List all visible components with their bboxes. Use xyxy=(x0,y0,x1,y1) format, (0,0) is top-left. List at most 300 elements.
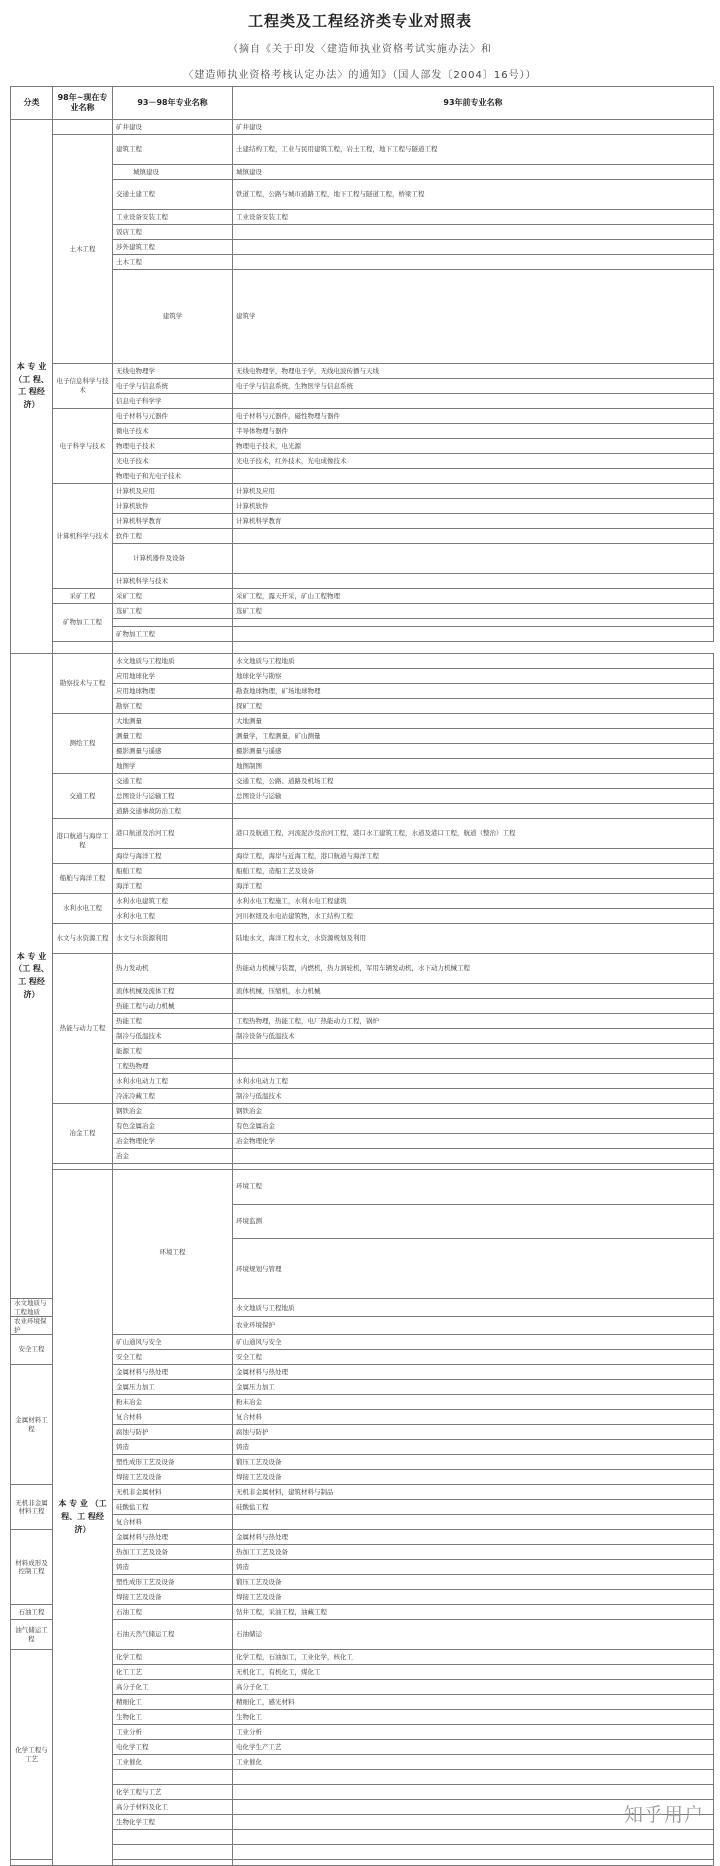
major-pre-93-cell: 无线电物理学，物理电子学，无线电波传播与天线 xyxy=(233,363,714,378)
table-row xyxy=(11,120,714,135)
table-row xyxy=(11,1530,714,1545)
major-pre-93-cell: 制冷设备与低温技术 xyxy=(233,1028,714,1043)
major-pre-93-cell: 半导体物理与器件 xyxy=(233,423,714,438)
watermark: 知乎用户 xyxy=(623,1804,704,1826)
major-pre-93-cell: 水利水电动力工程 xyxy=(233,1073,714,1088)
major-93-98-cell: 无机非金属材料 xyxy=(113,1485,233,1500)
major-93-98-cell: 铸造 xyxy=(113,1560,233,1575)
table-row xyxy=(11,1148,714,1163)
major-pre-93-cell: 勘查地球物理，矿场地球物理 xyxy=(233,683,714,698)
table-row xyxy=(11,513,714,528)
major-93-98-cell: 高分子化工 xyxy=(113,1680,233,1695)
table-row xyxy=(11,1860,714,1866)
major-93-98-cell: 化工工艺 xyxy=(113,1665,233,1680)
major-93-98-cell: 应用地球化学 xyxy=(113,668,233,683)
major-93-98-cell: 能源工程 xyxy=(113,1043,233,1058)
current-major-cell: 建筑学 xyxy=(113,270,233,364)
major-93-98-cell: 热加工工艺及设备 xyxy=(113,1545,233,1560)
major-pre-93-cell: 测量学，工程测量，矿山测量 xyxy=(233,728,714,743)
table-row xyxy=(11,180,714,210)
major-93-98-cell: 铸造 xyxy=(113,1440,233,1455)
table-row xyxy=(11,1710,714,1725)
major-pre-93-cell: 焊接工艺及设备 xyxy=(233,1590,714,1605)
major-pre-93-cell: 计算机及应用 xyxy=(233,483,714,498)
current-major-cell: 矿物加工工程 xyxy=(53,603,113,641)
major-93-98-cell: 塑性成形工艺及设备 xyxy=(113,1455,233,1470)
major-pre-93-cell xyxy=(233,626,714,641)
major-93-98-cell: 计算机软件 xyxy=(113,498,233,513)
major-93-98-cell: 海岸与海洋工程 xyxy=(113,848,233,863)
major-93-98-cell: 热力发动机 xyxy=(113,953,233,983)
table-row xyxy=(11,1800,714,1815)
major-pre-93-cell: 农业环境保护 xyxy=(233,1317,714,1335)
major-93-98-cell: 工业分析 xyxy=(113,1725,233,1740)
major-pre-93-cell: 土建结构工程，工业与民用建筑工程，岩土工程，地下工程与隧道工程 xyxy=(233,135,714,165)
major-pre-93-cell xyxy=(233,1770,714,1785)
current-major-cell: 金属材料工程 xyxy=(11,1365,53,1485)
major-93-98-cell: 水利水电建筑工程 xyxy=(113,893,233,908)
major-pre-93-cell: 光电子技术，红外技术，光电成像技术 xyxy=(233,453,714,468)
major-pre-93-cell: 矿山通风与安全 xyxy=(233,1335,714,1350)
major-pre-93-cell: 选矿工程 xyxy=(233,603,714,618)
table-row xyxy=(11,1545,714,1560)
table-row xyxy=(11,908,714,923)
table-row xyxy=(11,1410,714,1425)
table-row xyxy=(11,588,714,603)
major-pre-93-cell: 制冷与低温技术 xyxy=(233,1088,714,1103)
major-pre-93-cell: 计算机软件 xyxy=(233,498,714,513)
major-93-98-cell: 安全工程 xyxy=(113,1350,233,1365)
table-row xyxy=(11,225,714,240)
major-93-98-cell: 环境监测 xyxy=(233,1204,714,1239)
table-row xyxy=(11,210,714,225)
table-row xyxy=(11,1088,714,1103)
major-pre-93-cell: 粉末冶金 xyxy=(233,1395,714,1410)
table-row xyxy=(11,483,714,498)
major-pre-93-cell: 无机非金属材料，建筑材料与制品 xyxy=(233,1485,714,1500)
major-93-98-cell: 港口航道及治河工程 xyxy=(113,818,233,848)
header-category: 分类 xyxy=(11,87,53,120)
major-93-98-cell: 农业环境保护 xyxy=(11,1317,53,1335)
major-93-98-cell: 船舶工程 xyxy=(113,863,233,878)
current-major-cell: 无机非金属材料工程 xyxy=(11,1485,53,1530)
table-row xyxy=(11,728,714,743)
table-row xyxy=(11,270,714,364)
major-93-98-cell: 工业催化 xyxy=(113,1755,233,1770)
table-row xyxy=(11,653,714,668)
major-pre-93-cell xyxy=(233,573,714,588)
table-row xyxy=(11,1575,714,1590)
major-93-98-cell: 海洋工程 xyxy=(113,878,233,893)
major-93-98-cell: 交通土建工程 xyxy=(113,180,233,210)
major-pre-93-cell: 铸造 xyxy=(233,1560,714,1575)
major-pre-93-cell xyxy=(233,1043,714,1058)
major-93-98-cell: 环境规划与管理 xyxy=(233,1239,714,1299)
major-pre-93-cell: 水文地质与工程地质 xyxy=(233,1299,714,1317)
major-93-98-cell xyxy=(113,1845,233,1860)
major-pre-93-cell xyxy=(233,255,714,270)
major-pre-93-cell: 海岸工程，海岸与近海工程，港口航道与海洋工程 xyxy=(233,848,714,863)
major-93-98-cell xyxy=(113,1860,233,1866)
major-pre-93-cell: 钢铁冶金 xyxy=(233,1103,714,1118)
table-row xyxy=(11,1335,714,1350)
table-row xyxy=(11,1455,714,1470)
major-93-98-cell: 软件工程 xyxy=(113,528,233,543)
table-row xyxy=(11,408,714,423)
major-93-98-cell: 冷冻冷藏工程 xyxy=(113,1088,233,1103)
major-93-98-cell: 生物化工 xyxy=(113,1710,233,1725)
major-pre-93-cell: 港口及航道工程，河流泥沙及治河工程，港口水工建筑工程，水道及港口工程，航道（整治）工程 xyxy=(233,818,714,848)
major-93-98-cell: 流体机械及流体工程 xyxy=(113,983,233,998)
major-pre-93-cell: 锻压工艺及设备 xyxy=(233,1455,714,1470)
major-93-98-cell: 水文地质与工程地质 xyxy=(113,653,233,668)
major-93-98-cell: 涉外建筑工程 xyxy=(113,240,233,255)
major-93-98-cell: 物理电子和光电子技术 xyxy=(113,468,233,483)
table-row xyxy=(11,713,714,728)
table-row xyxy=(11,1365,714,1380)
major-93-98-cell: 热能工程 xyxy=(113,1013,233,1028)
table-row xyxy=(11,1169,714,1204)
table-body xyxy=(11,120,714,1866)
major-93-98-cell: 电化学工程 xyxy=(113,1740,233,1755)
major-pre-93-cell xyxy=(233,803,714,818)
table-row xyxy=(11,683,714,698)
table-row xyxy=(11,758,714,773)
table-row xyxy=(11,1650,714,1665)
major-pre-93-cell: 热加工工艺及设备 xyxy=(233,1545,714,1560)
major-pre-93-cell: 探矿工程 xyxy=(233,698,714,713)
category-cell: 本 专 业 （工 程、工 程经 济） xyxy=(53,1169,113,1865)
table-row xyxy=(11,788,714,803)
major-93-98-cell: 冶金 xyxy=(113,1148,233,1163)
major-pre-93-cell: 工程热物理，热能工程，电厂热能动力工程，锅炉 xyxy=(233,1013,714,1028)
table-row xyxy=(11,1425,714,1440)
major-93-98-cell: 应用地球物理 xyxy=(113,683,233,698)
major-93-98-cell xyxy=(53,641,113,653)
major-93-98-cell: 计算机科学与技术 xyxy=(113,573,233,588)
major-93-98-cell: 石油天然气储运工程 xyxy=(113,1620,233,1650)
current-major-cell: 船舶与海洋工程 xyxy=(53,863,113,893)
major-93-98-cell: 计算机科学教育 xyxy=(113,513,233,528)
table-row xyxy=(11,1815,714,1830)
current-major-cell: 热能与动力工程 xyxy=(53,953,113,1103)
major-pre-93-cell: 船舶工程，造船工艺及设备 xyxy=(233,863,714,878)
major-93-98-cell: 选矿工程 xyxy=(113,603,233,618)
current-major-cell xyxy=(11,1860,53,1866)
current-major-cell: 电子科学与技术 xyxy=(53,408,113,483)
major-pre-93-cell: 总图设计与运输 xyxy=(233,788,714,803)
major-93-98-cell: 水文地质与工程地质 xyxy=(11,1299,53,1317)
major-93-98-cell: 环境工程 xyxy=(233,1169,714,1204)
major-93-98-cell: 粉末冶金 xyxy=(113,1395,233,1410)
major-pre-93-cell: 化学工程，石油加工，工业化学，核化工 xyxy=(233,1650,714,1665)
current-major-cell: 安全工程 xyxy=(11,1335,53,1365)
major-93-98-cell: 水利水电动力工程 xyxy=(113,1073,233,1088)
major-93-98-cell: 矿井建设 xyxy=(113,120,233,135)
major-pre-93-cell xyxy=(233,1148,714,1163)
table-row xyxy=(11,498,714,513)
major-93-98-cell: 冶金物理化学 xyxy=(113,1133,233,1148)
major-93-98-cell: 热能工程与动力机械 xyxy=(113,998,233,1013)
table-row xyxy=(11,641,714,653)
table-row xyxy=(11,393,714,408)
table-row xyxy=(11,1560,714,1575)
major-93-98-cell: 道路交通事故防治工程 xyxy=(113,803,233,818)
major-93-98-cell: 采矿工程 xyxy=(113,588,233,603)
major-93-98-cell xyxy=(113,1770,233,1785)
table-row xyxy=(11,893,714,908)
table-row xyxy=(11,1043,714,1058)
major-93-98-cell: 焊接工艺及设备 xyxy=(113,1590,233,1605)
table-row xyxy=(11,668,714,683)
table-row xyxy=(11,803,714,818)
major-93-98-cell: 总图设计与运输工程 xyxy=(113,788,233,803)
table-row xyxy=(11,378,714,393)
table-row xyxy=(11,743,714,758)
major-pre-93-cell xyxy=(233,225,714,240)
current-major-cell: 采矿工程 xyxy=(53,588,113,603)
major-pre-93-cell xyxy=(233,1860,714,1866)
major-pre-93-cell: 流体机械，压缩机，水力机械 xyxy=(233,983,714,998)
major-93-98-cell: 摄影测量与遥感 xyxy=(113,743,233,758)
major-pre-93-cell: 城镇建设 xyxy=(233,165,714,180)
document-subtitle-line1: （摘自《关于印发〈建造师执业资格考试实施办法〉和 xyxy=(228,44,492,55)
major-93-98-cell: 勘察工程 xyxy=(113,698,233,713)
table-row xyxy=(11,1785,714,1800)
major-93-98-cell: 信息电子科学学 xyxy=(113,393,233,408)
major-93-98-cell: 计算机器件及设备 xyxy=(113,543,233,573)
table-row xyxy=(11,603,714,618)
table-row xyxy=(11,543,714,573)
major-93-98-cell: 物理电子技术 xyxy=(113,438,233,453)
major-pre-93-cell: 精细化工，感光材料 xyxy=(233,1695,714,1710)
major-93-98-cell: 生物化学工程 xyxy=(113,1815,233,1830)
table-row xyxy=(11,1770,714,1785)
current-major-cell: 港口航道与海岸工程 xyxy=(53,818,113,863)
major-pre-93-cell: 地球化学与勘察 xyxy=(233,668,714,683)
major-93-98-cell: 建筑工程 xyxy=(113,135,233,165)
table-row xyxy=(11,1133,714,1148)
major-pre-93-cell: 水文地质与工程地质 xyxy=(233,653,714,668)
major-pre-93-cell xyxy=(233,393,714,408)
major-pre-93-cell xyxy=(233,1515,714,1530)
table-row xyxy=(11,818,714,848)
table-row xyxy=(11,165,714,180)
header-pre-93-major: 93年前专业名称 xyxy=(233,87,714,120)
header-current-major: 98年~现在专业名称 xyxy=(53,87,113,120)
current-major-cell: 油气储运工程 xyxy=(11,1620,53,1650)
major-pre-93-cell: 摄影测量与遥感 xyxy=(233,743,714,758)
major-pre-93-cell: 高分子化工 xyxy=(233,1680,714,1695)
major-pre-93-cell xyxy=(233,543,714,573)
major-93-98-cell xyxy=(113,618,233,626)
table-row xyxy=(11,1470,714,1485)
major-pre-93-cell: 电子材料与元器件，磁性物理与器件 xyxy=(233,408,714,423)
major-93-98-cell: 金属压力加工 xyxy=(113,1380,233,1395)
major-pre-93-cell: 焊接工艺及设备 xyxy=(233,1470,714,1485)
table-row xyxy=(11,1028,714,1043)
table-row xyxy=(11,1755,714,1770)
current-major-cell: 石油工程 xyxy=(11,1605,53,1620)
major-pre-93-cell: 有色金属冶金 xyxy=(233,1118,714,1133)
table-row xyxy=(11,923,714,953)
current-major-cell: 水利水电工程 xyxy=(53,893,113,923)
major-93-98-cell: 大地测量 xyxy=(113,713,233,728)
major-pre-93-cell xyxy=(233,1058,714,1073)
major-93-98-cell: 无线电物理学 xyxy=(113,363,233,378)
document-subtitle-line2: 〈建造师执业资格考核认定办法〉的通知》（国人部发〔2004〕16号）） xyxy=(183,70,537,81)
category-cell: 本 专 业 （工 程、工 程经 济） xyxy=(11,120,53,654)
table-row xyxy=(11,573,714,588)
major-93-98-cell: 交通工程 xyxy=(113,773,233,788)
major-pre-93-cell xyxy=(233,468,714,483)
major-93-98-cell: 饭店工程 xyxy=(113,225,233,240)
major-93-98-cell xyxy=(113,1830,233,1845)
table-row xyxy=(11,1058,714,1073)
major-pre-93-cell: 金属压力加工 xyxy=(233,1380,714,1395)
major-pre-93-cell: 水利水电工程施工，水利水电工程建筑 xyxy=(233,893,714,908)
major-pre-93-cell: 工业设备安装工程 xyxy=(233,210,714,225)
current-major-cell: 电子信息科学与技术 xyxy=(53,363,113,408)
major-93-98-cell: 硅酸盐工程 xyxy=(113,1500,233,1515)
current-major-cell: 计算机科学与技术 xyxy=(53,483,113,588)
table-row xyxy=(11,1013,714,1028)
table-row xyxy=(11,363,714,378)
major-pre-93-cell: 交通工程，公路、道路及机场工程 xyxy=(233,773,714,788)
major-93-98-cell: 腐蚀与防护 xyxy=(113,1425,233,1440)
major-pre-93-cell: 工业分析 xyxy=(233,1725,714,1740)
table-row xyxy=(11,773,714,788)
current-major-cell: 测绘工程 xyxy=(53,713,113,773)
major-pre-93-cell: 金属材料与热处理 xyxy=(233,1530,714,1545)
major-93-98-cell: 精细化工 xyxy=(113,1695,233,1710)
current-major-cell: 环境工程 xyxy=(113,1169,233,1334)
current-major-cell: 水文与水资源工程 xyxy=(53,923,113,953)
table-row xyxy=(11,528,714,543)
major-93-98-cell: 测量工程 xyxy=(113,728,233,743)
table-row xyxy=(11,1500,714,1515)
major-pre-93-cell xyxy=(233,1845,714,1860)
major-93-98-cell: 石油工程 xyxy=(113,1605,233,1620)
major-93-98-cell: 工业设备安装工程 xyxy=(113,210,233,225)
current-major-cell: 冶金工程 xyxy=(53,1103,113,1163)
table-row xyxy=(11,1440,714,1455)
major-pre-93-cell: 河川枢纽及水电站建筑物，水工结构工程 xyxy=(233,908,714,923)
table-row xyxy=(11,453,714,468)
major-93-98-cell: 光电子技术 xyxy=(113,453,233,468)
major-pre-93-cell: 计算机科学教育 xyxy=(233,513,714,528)
major-pre-93-cell: 海洋工程 xyxy=(233,878,714,893)
document-title: 工程类及工程经济类专业对照表 xyxy=(247,12,472,30)
table-row xyxy=(11,1665,714,1680)
major-pre-93-cell: 生物化工 xyxy=(233,1710,714,1725)
table-row xyxy=(11,1103,714,1118)
major-pre-93-cell: 冶金物理化学 xyxy=(233,1133,714,1148)
major-93-98-cell: 土木工程 xyxy=(113,255,233,270)
table-header-row xyxy=(11,87,714,120)
table-row xyxy=(11,863,714,878)
current-major-cell: 化学工程与工艺 xyxy=(11,1650,53,1860)
table-row xyxy=(11,1515,714,1530)
major-93-98-cell: 计算机及应用 xyxy=(113,483,233,498)
table-row xyxy=(11,1118,714,1133)
table-row xyxy=(11,1740,714,1755)
major-93-98-cell: 城镇建设 xyxy=(113,165,233,180)
table-row xyxy=(11,878,714,893)
category-cell: 本 专 业 （工 程、工 程经 济） xyxy=(11,653,53,1299)
major-93-98-cell: 微电子技术 xyxy=(113,423,233,438)
table-row xyxy=(11,135,714,165)
major-pre-93-cell: 铁道工程，公路与城市道路工程，地下工程与隧道工程，桥梁工程 xyxy=(233,180,714,210)
table-row xyxy=(11,1380,714,1395)
major-pre-93-cell: 石油储运 xyxy=(233,1620,714,1650)
table-row xyxy=(11,1590,714,1605)
current-major-cell xyxy=(53,120,113,135)
current-major-cell: 交通工程 xyxy=(53,773,113,818)
table-row xyxy=(11,998,714,1013)
table-row xyxy=(11,423,714,438)
major-93-98-cell: 电子学与信息系统 xyxy=(113,378,233,393)
major-pre-93-cell: 大地测量 xyxy=(233,713,714,728)
major-93-98-cell: 化学工程与工艺 xyxy=(113,1785,233,1800)
major-pre-93-cell: 安全工程 xyxy=(233,1350,714,1365)
table-row xyxy=(11,1395,714,1410)
major-93-98-cell: 矿山通风与安全 xyxy=(113,1335,233,1350)
table-row xyxy=(11,468,714,483)
major-pre-93-cell xyxy=(233,998,714,1013)
table-row xyxy=(11,848,714,863)
table-row xyxy=(11,240,714,255)
major-pre-93-cell: 热能动力机械与装置，内燃机，热力涡轮机，军用车辆发动机，水下动力机械工程 xyxy=(233,953,714,983)
major-93-98-cell: 复合材料 xyxy=(113,1410,233,1425)
major-pre-93-cell: 钻井工程，采油工程，油藏工程 xyxy=(233,1605,714,1620)
major-93-98-cell: 化学工程 xyxy=(113,1650,233,1665)
major-93-98-cell: 水利水电工程 xyxy=(113,908,233,923)
table-row xyxy=(11,1725,714,1740)
major-93-98-cell: 地图学 xyxy=(113,758,233,773)
table-row xyxy=(11,1830,714,1845)
major-pre-93-cell xyxy=(233,1785,714,1800)
table-row xyxy=(11,255,714,270)
major-93-98-cell: 焊接工艺及设备 xyxy=(113,1470,233,1485)
major-pre-93-cell xyxy=(113,641,233,653)
major-pre-93-cell: 锻压工艺及设备 xyxy=(233,1575,714,1590)
major-pre-93-cell: 电子学与信息系统，生物医学与信息系统 xyxy=(233,378,714,393)
major-93-98-cell: 水文与水资源利用 xyxy=(113,923,233,953)
table-row xyxy=(11,1605,714,1620)
major-pre-93-cell xyxy=(233,1830,714,1845)
table-row xyxy=(11,1680,714,1695)
major-93-98-cell: 工程热物理 xyxy=(113,1058,233,1073)
table-row xyxy=(11,1845,714,1860)
major-pre-93-cell: 电化学生产工艺 xyxy=(233,1740,714,1755)
major-93-98-cell: 电子材料与元器件 xyxy=(113,408,233,423)
major-93-98-cell: 金属材料与热处理 xyxy=(113,1530,233,1545)
major-pre-93-cell: 地图制图 xyxy=(233,758,714,773)
major-93-98-cell: 钢铁冶金 xyxy=(113,1103,233,1118)
major-93-98-cell: 建筑学 xyxy=(233,270,714,364)
table-row xyxy=(11,983,714,998)
table-row xyxy=(11,618,714,626)
current-major-cell: 土木工程 xyxy=(53,135,113,364)
major-93-98-cell: 有色金属冶金 xyxy=(113,1118,233,1133)
major-pre-93-cell xyxy=(233,618,714,626)
major-pre-93-cell xyxy=(233,240,714,255)
table-row xyxy=(11,953,714,983)
table-row xyxy=(11,698,714,713)
major-93-98-cell: 塑性成形工艺及设备 xyxy=(113,1575,233,1590)
major-comparison-table xyxy=(10,86,714,1866)
